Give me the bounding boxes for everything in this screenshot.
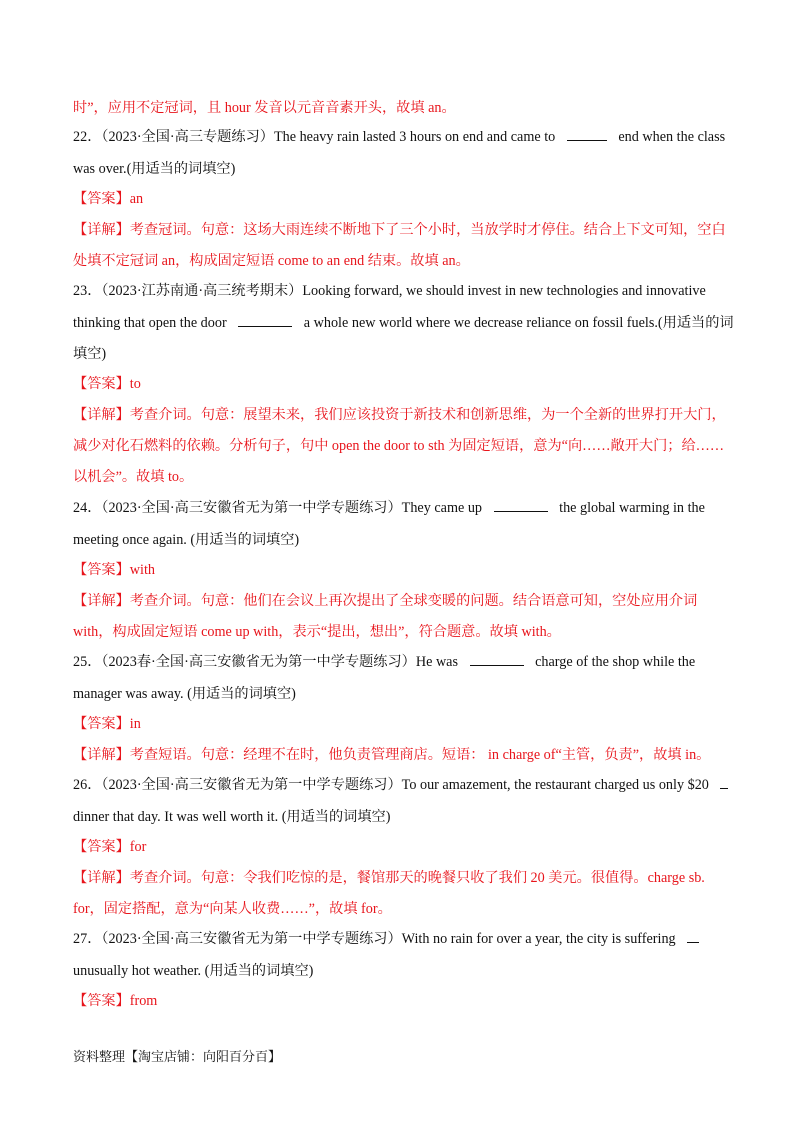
question-26 [73, 775, 733, 795]
question-text [73, 313, 733, 333]
explanation-line: 以机会”。故填 to。 [73, 469, 194, 485]
answer-line: 【答案】to [73, 376, 141, 392]
question-text: a whole new world where we decrease reliance on fossil fuels.(用适当的词 [303, 315, 734, 331]
question-text: thinking that open the door [73, 315, 227, 331]
question-24 [73, 498, 733, 518]
question-text: 26．（2023·全国·高三安徽省无为第一中学专题练习）To our amazement, the restaurant charged us only $20 [73, 777, 709, 793]
explanation-line: 处填不定冠词 an，构成固定短语 come to an end 结束。故填 an。 [73, 253, 470, 269]
page-footer: 资料整理【淘宝店铺：向阳百分百】 [73, 1049, 282, 1064]
question-text: was over.(用适当的词填空) [73, 161, 236, 177]
question-22 [73, 127, 733, 147]
answer-blank [470, 653, 524, 666]
answer-line: 【答案】in [73, 716, 141, 732]
question-text: end when the class [618, 129, 726, 145]
answer-line: 【答案】an [73, 191, 144, 207]
answer-line: 【答案】from [73, 993, 158, 1009]
explanation-line: 【详解】考查冠词。句意：这场大雨连续不断地下了三个小时，当放学时才停住。结合上下文可知，空白 [73, 222, 726, 238]
question-text: dinner that day. It was well worth it. (用适当的词填空) [73, 809, 391, 825]
question-text: 填空) [73, 346, 107, 362]
question-23: 23．（2023·江苏南通·高三统考期末）Looking forward, we should invest in new technologies and innovative [73, 283, 706, 299]
answer-blank [494, 499, 548, 512]
question-text: manager was away. (用适当的词填空) [73, 686, 296, 702]
answer-line: 【答案】for [73, 839, 147, 855]
explanation-line: with，构成固定短语 come up with，表示“提出，想出”，符合题意。故填 with。 [73, 624, 561, 640]
question-text: meeting once again. (用适当的词填空) [73, 532, 300, 548]
explanation-line: 【详解】考查短语。句意：经理不在时，他负责管理商店。短语： in charge of“主管，负责”，故填 in。 [73, 747, 711, 763]
question-text: 22．（2023·全国·高三专题练习）The heavy rain lasted 3 hours on end and came to [73, 129, 556, 145]
answer-blank [687, 930, 699, 943]
answer-line: 【答案】with [73, 562, 155, 578]
explanation-line: for，固定搭配，意为“向某人收费……”，故填 for。 [73, 901, 392, 917]
explanation-line: 【详解】考查介词。句意：令我们吃惊的是，餐馆那天的晚餐只收了我们 20 美元。很值得。charge sb. [73, 870, 705, 886]
answer-blank [238, 314, 292, 327]
question-text: charge of the shop while the [535, 654, 696, 670]
answer-blank [567, 128, 607, 141]
question-text: 25．（2023春·全国·高三安徽省无为第一中学专题练习）He was [73, 654, 459, 670]
explanation-line: 【详解】考查介词。句意：他们在会议上再次提出了全球变暖的问题。结合语意可知，空处应用介词 [73, 593, 698, 609]
question-text: 27．（2023·全国·高三安徽省无为第一中学专题练习）With no rain for over a year, the city is suffering [73, 931, 676, 947]
explanation-line: 减少对化石燃料的依赖。分析句子，句中 open the door to sth 为固定短语，意为“向……敞开大门；给…… [73, 438, 725, 454]
question-text: the global warming in the [559, 500, 705, 516]
question-text: unusually hot weather. (用适当的词填空) [73, 963, 314, 979]
question-27 [73, 929, 733, 949]
explanation-line: 时”，应用不定冠词，且 hour 发音以元音音素开头，故填 an。 [73, 100, 456, 116]
explanation-line: 【详解】考查介词。句意：展望未来，我们应该投资于新技术和创新思维，为一个全新的世界打开大门， [73, 407, 726, 423]
question-text: 24．（2023·全国·高三安徽省无为第一中学专题练习）They came up [73, 500, 483, 516]
answer-blank [720, 776, 728, 789]
question-25 [73, 652, 733, 672]
